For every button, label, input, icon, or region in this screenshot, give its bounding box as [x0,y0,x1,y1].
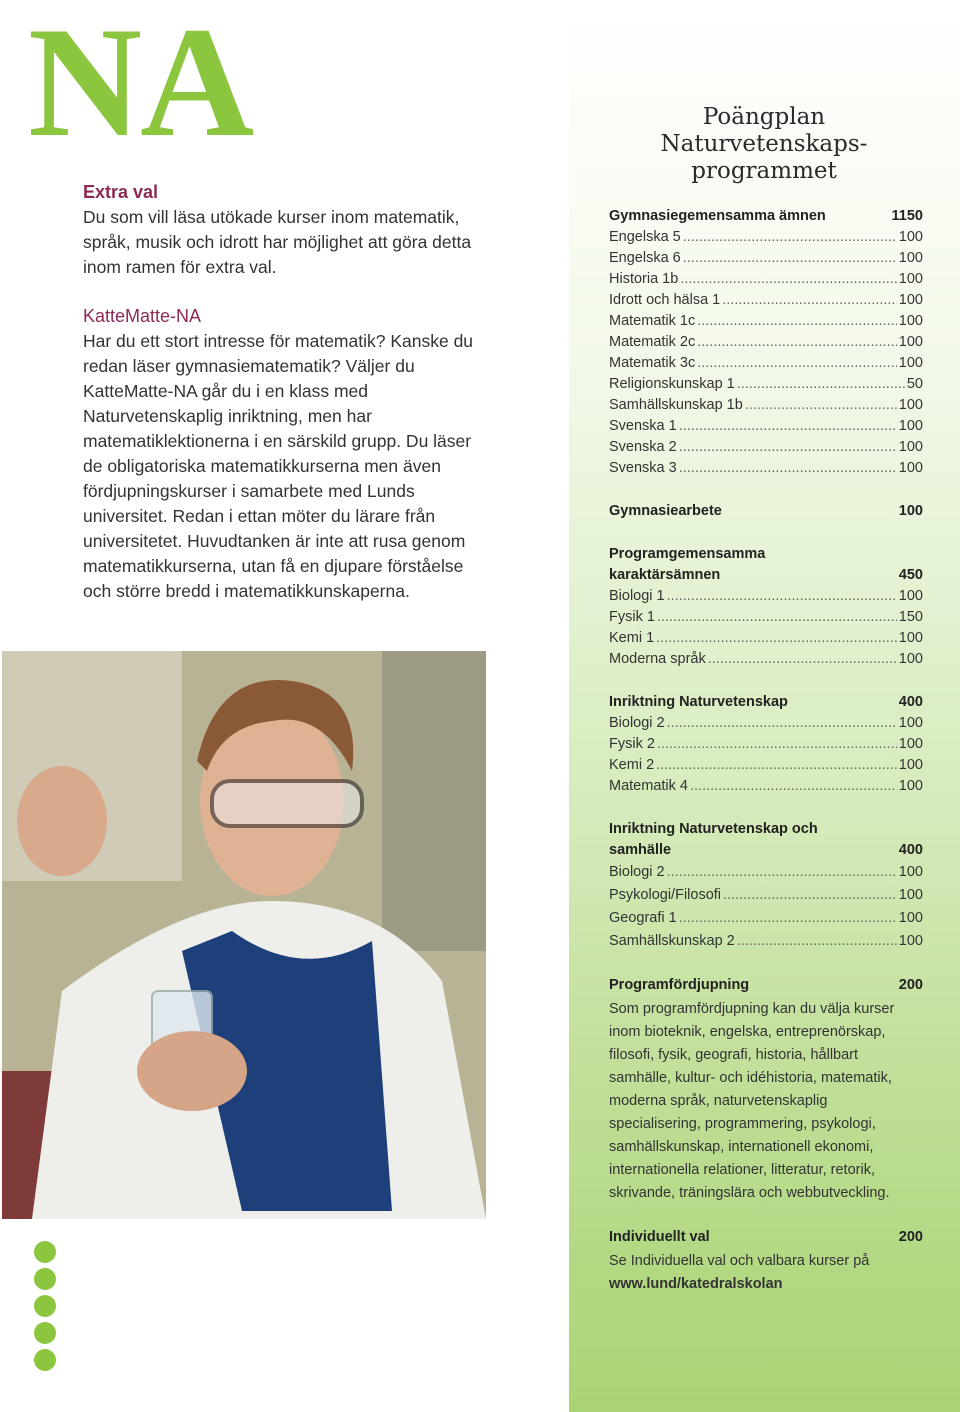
course-points: 150 [898,609,923,625]
group-natsam [609,819,923,953]
course-points: 100 [898,355,923,371]
course-name: Fysik 1 [609,609,655,625]
course-points: 100 [898,778,923,794]
course-name: Historia 1b [609,271,679,287]
group-common [609,206,923,479]
course-row [609,248,923,269]
course-row [609,290,923,311]
course-points: 100 [898,736,923,752]
course-points: 100 [898,397,923,413]
course-name: Svenska 2 [609,439,677,455]
course-points: 100 [898,715,923,731]
course-name: Engelska 5 [609,229,681,245]
group-title: Inriktning Naturvetenskap och samhälle [609,821,818,858]
course-row [609,776,923,797]
group-description: Se Individuella val och valbara kurser på [609,1253,870,1269]
plan-title-line: programmet [691,158,837,184]
decorative-dots [34,1241,58,1376]
group-header [609,544,923,586]
course-name: Samhällskunskap 2 [609,933,735,949]
group-title: Gymnasiegemensamma ämnen [609,208,826,224]
group-title: Gymnasiearbete [609,503,722,519]
dot-icon [34,1295,56,1317]
course-name: Kemi 1 [609,630,655,646]
course-points: 100 [898,910,923,926]
course-row [609,269,923,290]
group-header [609,819,923,861]
group-points: 1150 [891,208,923,224]
course-name: Psykologi/Filosofi [609,887,722,903]
course-points: 100 [898,250,923,266]
course-row [609,907,923,930]
course-row [609,734,923,755]
course-points: 100 [898,460,923,476]
student-lab-photo [2,651,486,1219]
course-row [609,353,923,374]
group-project [609,501,923,522]
group-header [609,692,923,713]
course-row [609,437,923,458]
dot-icon [34,1241,56,1263]
group-header [609,501,923,522]
group-title: Programgemensamma karaktärsämnen [609,546,766,583]
course-points: 100 [898,757,923,773]
course-points: 100 [898,439,923,455]
course-row [609,416,923,437]
plan-title-line: Naturvetenskaps- [660,131,868,157]
course-points: 100 [898,630,923,646]
course-row [609,586,923,607]
course-row [609,649,923,670]
course-name: Svenska 3 [609,460,677,476]
katedralskolan-link[interactable]: www.lund/katedralskolan [609,1276,783,1292]
course-points: 100 [898,229,923,245]
course-name: Biologi 2 [609,715,665,731]
group-points: 400 [898,694,923,710]
course-points: 100 [898,864,923,880]
course-points: 100 [898,271,923,287]
course-points: 100 [898,292,923,308]
dot-icon [34,1268,56,1290]
course-points: 100 [898,651,923,667]
course-points: 100 [898,313,923,329]
page-title: NA [28,0,253,170]
course-name: Geografi 1 [609,910,677,926]
course-name: Kemi 2 [609,757,655,773]
dot-icon [34,1322,56,1344]
course-row [609,311,923,332]
course-points: 100 [898,887,923,903]
course-name: Biologi 2 [609,864,665,880]
group-description: Som programfördjupning kan du välja kurser inom bioteknik, engelska, entreprenörskap, filosofi, fysik, geografi, historia, hållbart samhälle, kultur- och idéhistoria, matematik, moderna språk, naturvetenskaplig specialisering, programmering, psykologi, samhällskunskap, internationell ekonomi, internationella relationer, litteratur, retorik, skrivande, träningslära och webbutveckling. [609,1001,895,1201]
intro-column [83,180,493,628]
course-row [609,884,923,907]
extra-val-heading: Extra val [83,182,159,202]
student-illustration [2,651,486,1219]
extra-val-text: Du som vill läsa utökade kurser inom matematik, språk, musik och idrott har möjlighet att göra detta inom ramen för extra val. [83,207,472,277]
kattematte-heading: KatteMatte-NA [83,306,202,326]
group-points: 200 [898,1229,923,1245]
course-points: 100 [898,334,923,350]
course-row [609,458,923,479]
group-title: Inriktning Naturvetenskap [609,694,788,710]
group-points: 100 [898,503,923,519]
course-points: 100 [898,418,923,434]
course-row [609,332,923,353]
course-row [609,395,923,416]
course-name: Matematik 3c [609,355,696,371]
course-row [609,713,923,734]
course-name: Fysik 2 [609,736,655,752]
course-name: Matematik 1c [609,313,696,329]
course-name: Engelska 6 [609,250,681,266]
course-name: Biologi 1 [609,588,665,604]
course-name: Matematik 2c [609,334,696,350]
group-header [609,206,923,227]
course-points: 100 [898,933,923,949]
course-points: 50 [906,376,923,392]
dot-icon [34,1349,56,1371]
group-header [609,1227,923,1248]
course-row [609,930,923,953]
course-name: Religionskunskap 1 [609,376,735,392]
group-points: 400 [898,842,923,858]
group-points: 200 [898,977,923,993]
course-name: Samhällskunskap 1b [609,397,743,413]
course-row [609,607,923,628]
plan-list [609,206,923,1318]
plan-title-line: Poängplan [702,104,826,130]
course-row [609,755,923,776]
group-nat [609,692,923,797]
course-name: Matematik 4 [609,778,688,794]
course-name: Idrott och hälsa 1 [609,292,721,308]
course-name: Moderna språk [609,651,706,667]
points-plan-panel [569,0,960,1412]
group-individual [609,1227,923,1296]
group-title: Individuellt val [609,1229,710,1245]
course-points: 100 [898,588,923,604]
group-header [609,975,923,996]
group-points: 450 [898,567,923,583]
course-row [609,628,923,649]
group-program [609,544,923,670]
plan-title [569,104,959,185]
group-deep [609,975,923,1205]
kattematte-text: Har du ett stort intresse för matematik? Kanske du redan läser gymnasiematematik? Väljer du KatteMatte-NA går du i en klass med Naturvetenskaplig inriktning, men har matematiklektionerna i en särskild grupp. Du läser de obligatoriska matematikkurserna men även fördjupningskurser i samarbete med Lunds universitet. Redan i ettan möter du lärare från universitetet. Huvudtanken är inte att rusa genom matematikkurserna, utan få en djupare förståelse och större bredd i matematikkunskaperna. [83,331,474,601]
group-title: Programfördjupning [609,977,750,993]
course-row [609,374,923,395]
course-row [609,227,923,248]
course-name: Svenska 1 [609,418,677,434]
course-row [609,861,923,884]
